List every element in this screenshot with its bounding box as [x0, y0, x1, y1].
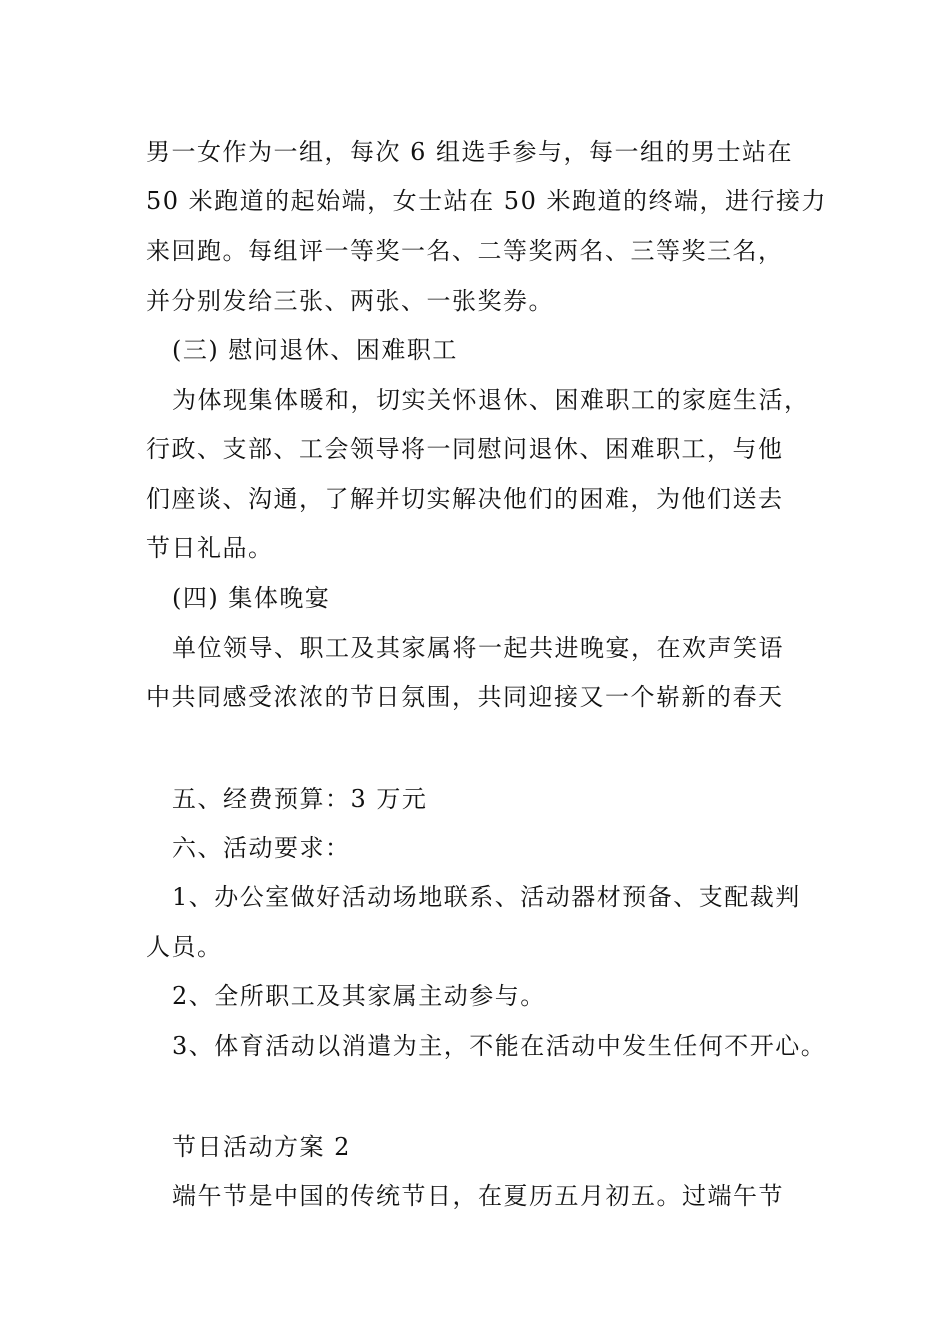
paragraph-line: 来回跑。每组评一等奖一名、二等奖两名、三等奖三名， [146, 237, 784, 265]
paragraph-line: 中共同感受浓浓的节日氛围，共同迎接又一个崭新的春天 [146, 683, 784, 711]
section-heading: 六、活动要求： [172, 834, 351, 862]
paragraph-line: 50 米跑道的起始端，女士站在 50 米跑道的终端，进行接力 [146, 187, 827, 215]
paragraph-line: 并分别发给三张、两张、一张奖券。 [146, 287, 554, 315]
list-item: 1、办公室做好活动场地联系、活动器材预备、支配裁判 [172, 883, 801, 911]
section-heading: (四) 集体晚宴 [172, 584, 331, 612]
section-heading: 五、经费预算：3 万元 [172, 785, 428, 813]
paragraph-line: 男一女作为一组，每次 6 组选手参与，每一组的男士站在 [146, 138, 794, 166]
list-item: 2、全所职工及其家属主动参与。 [172, 982, 546, 1010]
list-item-continuation: 人员。 [146, 933, 223, 961]
document-title: 节日活动方案 2 [172, 1133, 351, 1161]
paragraph-line: 节日礼品。 [146, 534, 274, 562]
paragraph-line: 们座谈、沟通，了解并切实解决他们的困难，为他们送去 [146, 485, 784, 513]
paragraph-line: 行政、支部、工会领导将一同慰问退休、困难职工，与他 [146, 435, 784, 463]
paragraph-line: 为体现集体暖和，切实关怀退休、困难职工的家庭生活， [172, 386, 810, 414]
paragraph-line: 端午节是中国的传统节日，在夏历五月初五。过端午节 [172, 1182, 784, 1210]
section-heading: (三) 慰问退休、困难职工 [172, 336, 458, 364]
list-item: 3、体育活动以消遣为主，不能在活动中发生任何不开心。 [172, 1032, 827, 1060]
paragraph-line: 单位领导、职工及其家属将一起共进晚宴，在欢声笑语 [172, 634, 784, 662]
